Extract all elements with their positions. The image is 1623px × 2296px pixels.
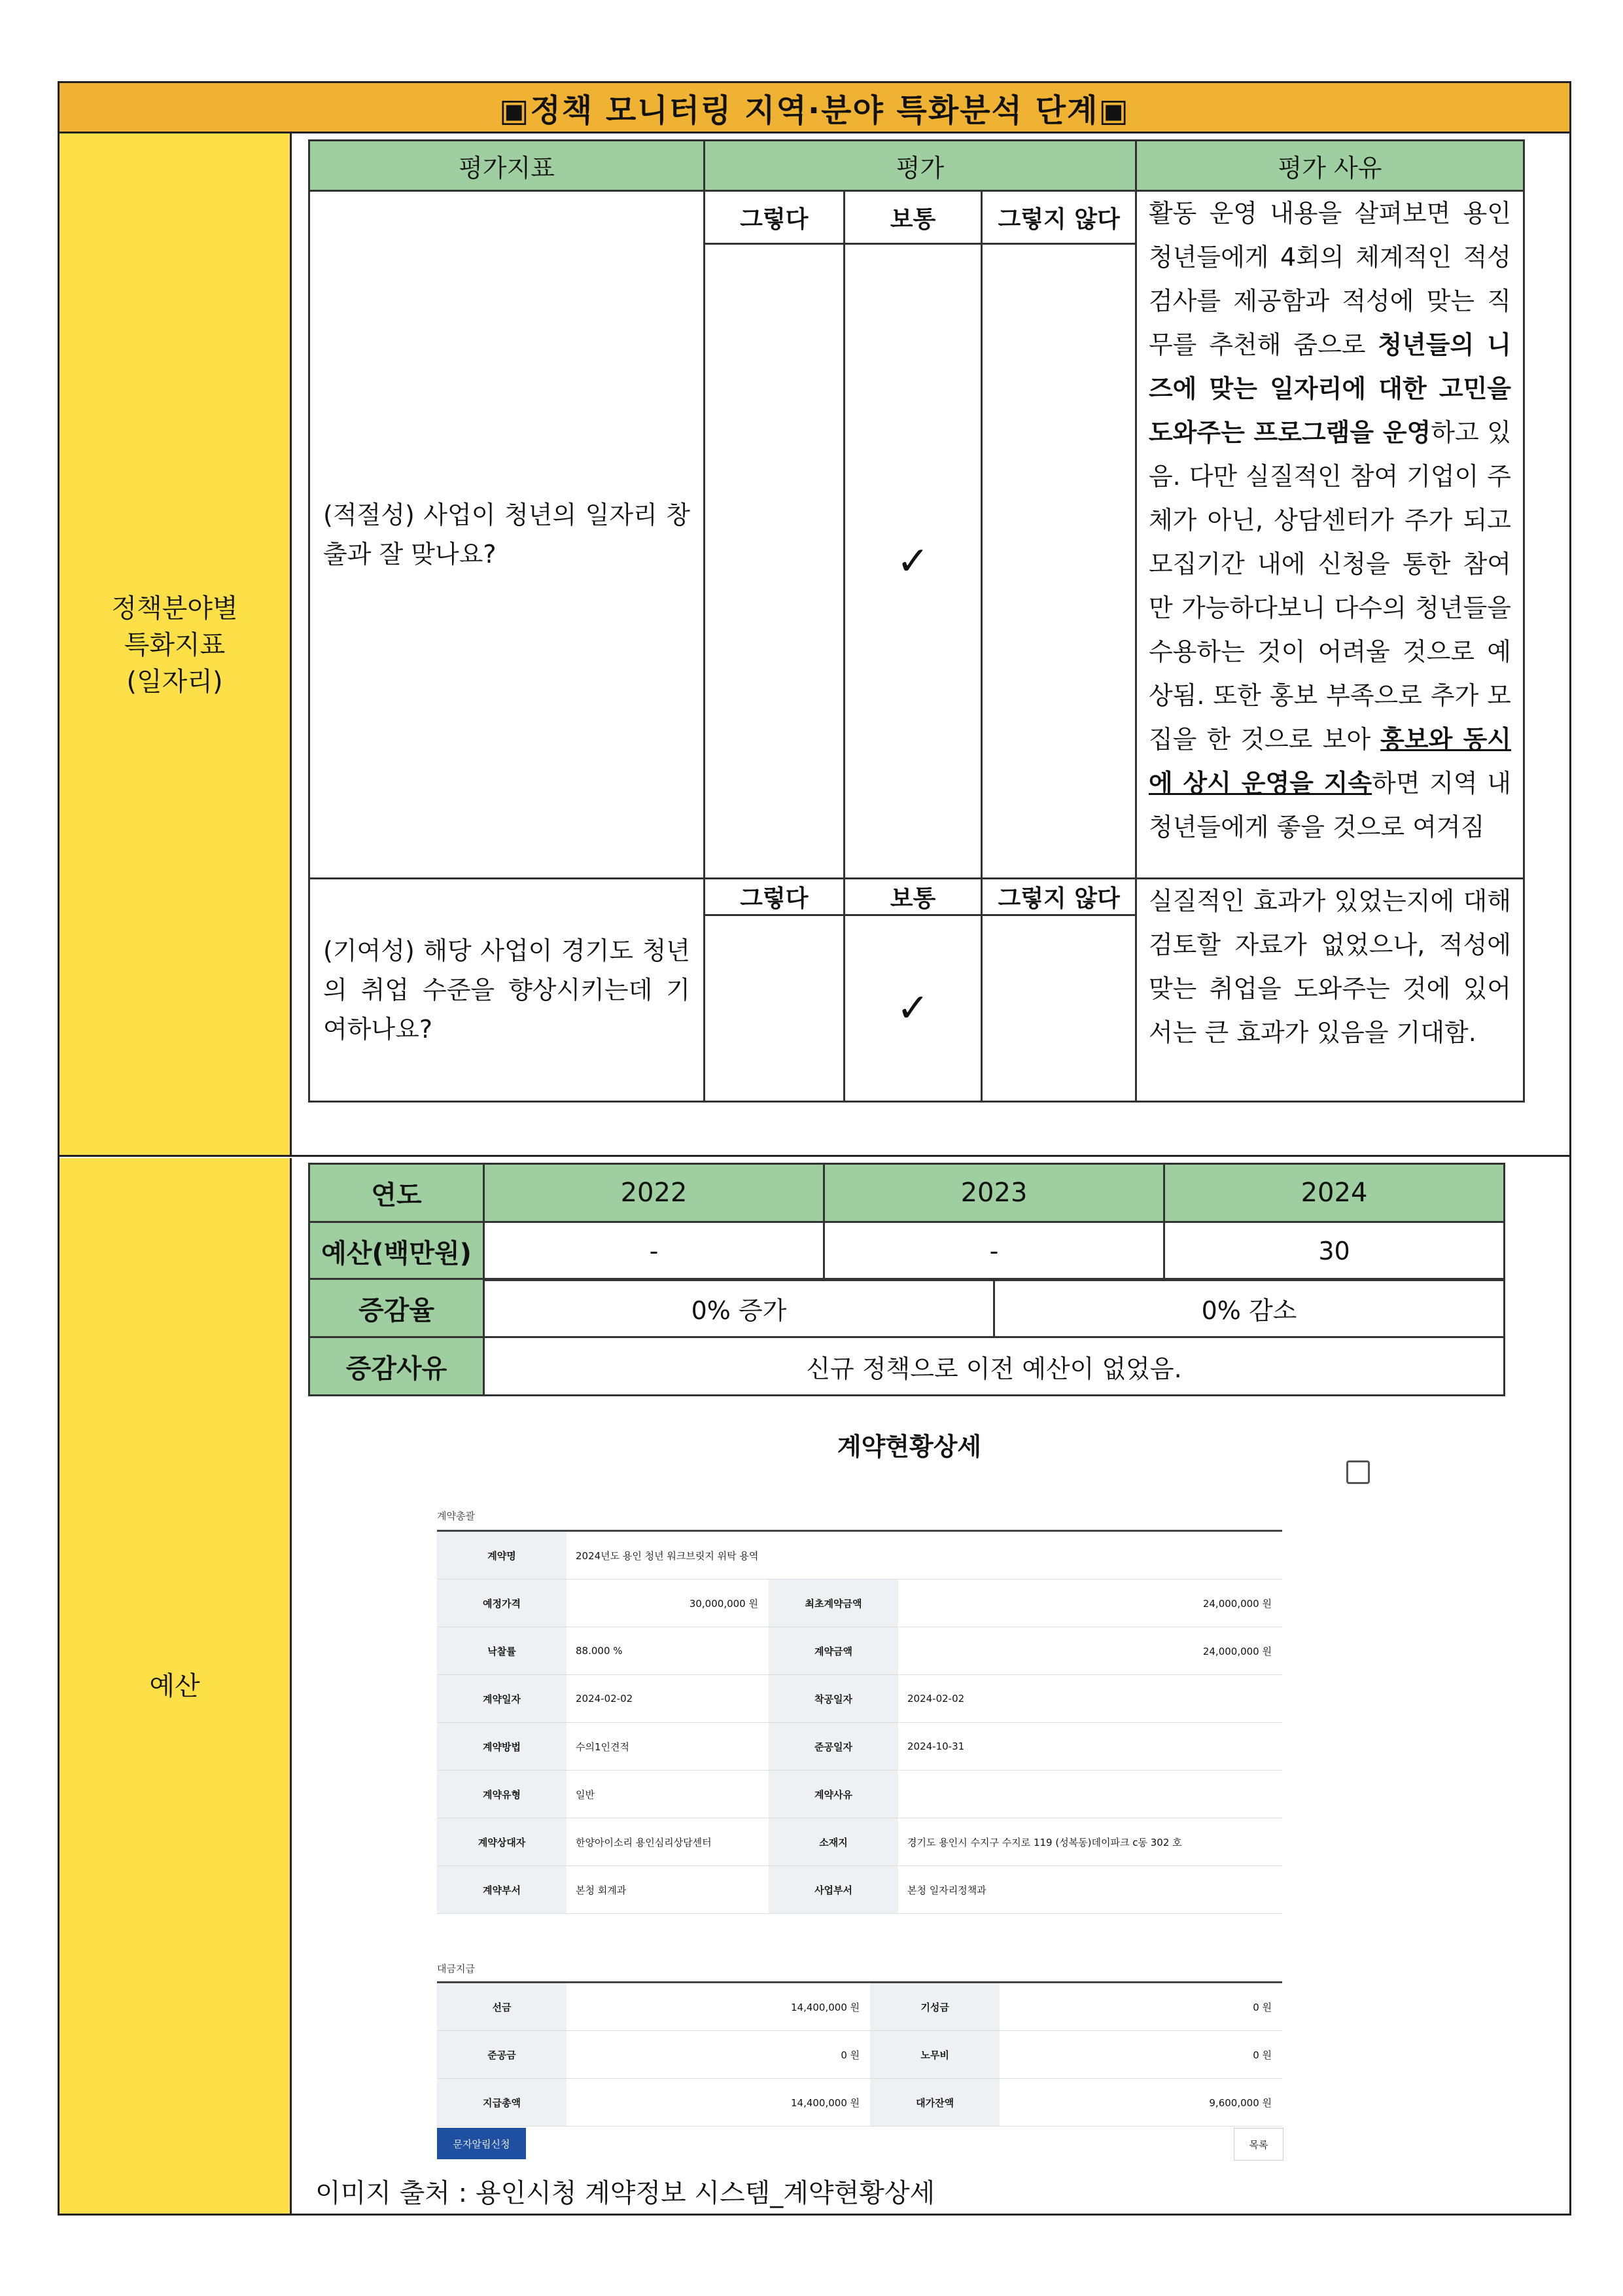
- budget-2024: 30: [1164, 1222, 1504, 1280]
- contract-field-value: 경기도 용인시 수지구 수지로 119 (성복동)데이파크 c동 302 호: [898, 1818, 1282, 1866]
- reason-label: 증감사유: [309, 1337, 484, 1396]
- contract-field-label: 계약유형: [437, 1771, 567, 1818]
- contract-overview-heading: 계약총괄: [437, 1510, 475, 1522]
- budget-table: [308, 1163, 1505, 1281]
- contract-field-value: 30,000,000 원: [567, 1580, 769, 1627]
- header-indicator: 평가지표: [309, 141, 705, 191]
- contract-field-label: 예정가격: [437, 1580, 567, 1627]
- contract-row: [437, 1580, 1282, 1627]
- question-1: (적절성) 사업이 청년의 일자리 창출과 잘 맞나요?: [309, 191, 705, 879]
- contract-field-label: 지급총액: [437, 2079, 567, 2127]
- reason-text-segment: 하면 지역 내 청년들에게 좋을 것으로 여겨짐: [1148, 769, 1512, 841]
- check-cell-yes: [705, 915, 845, 1102]
- contract-field-value: 14,400,000 원: [567, 1983, 870, 2031]
- section-label-indicator: [60, 133, 292, 1156]
- contract-field-label: 대가잔액: [870, 2079, 1000, 2127]
- contract-field-label: 낙찰률: [437, 1627, 567, 1675]
- budget-rate-table: [308, 1278, 1505, 1396]
- print-icon[interactable]: [1346, 1460, 1370, 1484]
- budget-2022: -: [484, 1222, 824, 1280]
- contract-detail-panel: [432, 1426, 1387, 2159]
- reason-2: [1136, 879, 1524, 1102]
- contract-row: [437, 1627, 1282, 1675]
- rate-increase: 0% 증가: [484, 1279, 994, 1337]
- page-title: ▣정책 모니터링 지역·분야 특화분석 단계▣: [60, 83, 1569, 133]
- reason-1: [1136, 191, 1524, 879]
- contract-field-label: 최초계약금액: [769, 1580, 898, 1627]
- contract-field-value: 0 원: [1000, 2031, 1282, 2079]
- header-evaluation: 평가: [705, 141, 1136, 191]
- contract-field-label: 계약사유: [769, 1771, 898, 1818]
- contract-field-value: [898, 1771, 1282, 1818]
- contract-field-label: 사업부서: [769, 1866, 898, 1914]
- contract-field-label: 준공금: [437, 2031, 567, 2079]
- payment-table: [437, 1981, 1282, 2127]
- contract-field-value: 0 원: [567, 2031, 870, 2079]
- contract-field-label: 계약명: [437, 1531, 567, 1580]
- question-2: (기여성) 해당 사업이 경기도 청년의 취업 수준을 향상시키는데 기여하나요?: [309, 879, 705, 1102]
- contract-field-value: 본청 회계과: [567, 1866, 769, 1914]
- contract-overview-table: [437, 1530, 1282, 1914]
- contract-field-label: 착공일자: [769, 1675, 898, 1723]
- scale-no: 그렇지 않다: [982, 191, 1136, 244]
- contract-field-value: 일반: [567, 1771, 769, 1818]
- contract-field-label: 계약일자: [437, 1675, 567, 1723]
- reason-text-segment: 하고 있음. 다만 실질적인 참여 기업이 주체가 아닌, 상담센터가 주가 되고 모집기간 내에 신청을 통한 참여만 가능하다보니 다수의 청년들을 수용하는 것이 어려울 것으로 예상됨. 또한 홍보 부족으로 추가 모집을 한 것으로 보아: [1148, 418, 1511, 754]
- contract-row: [437, 1531, 1282, 1580]
- contract-field-value: 수의1인견적: [567, 1723, 769, 1771]
- contract-row: [437, 1771, 1282, 1818]
- scale-yes: 그렇다: [705, 191, 845, 244]
- scale-yes: 그렇다: [705, 879, 845, 915]
- evaluation-table: [308, 139, 1525, 1103]
- year-2024: 2024: [1164, 1164, 1504, 1222]
- contract-field-label: 계약부서: [437, 1866, 567, 1914]
- reason-text-segment: 활동 운영 내용을 살펴보면 용인청년들에게 4회의 체계적인 적성검사를 제공함과 적성에 맞는 직무를 추천해 줌으로: [1148, 199, 1511, 359]
- contract-field-label: 기성금: [870, 1983, 1000, 2031]
- check-cell-neutral: [844, 244, 982, 879]
- contract-field-label: 계약금액: [769, 1627, 898, 1675]
- list-button[interactable]: 목록: [1234, 2128, 1283, 2161]
- reason-text-segment: 실질적인 효과가 있었는지에 대해 검토할 자료가 없었으나, 적성에 맞는 취업을 도와주는 것에 있어서는 큰 효과가 있음을 기대함.: [1148, 887, 1511, 1047]
- contract-row: [437, 1983, 1282, 2031]
- check-cell-no: [982, 244, 1136, 879]
- header-reason: 평가 사유: [1136, 141, 1524, 191]
- contract-field-value: 88.000 %: [567, 1627, 769, 1675]
- contract-field-label: 소재지: [769, 1818, 898, 1866]
- contract-field-value: 2024-02-02: [567, 1675, 769, 1723]
- reason-text-segment: 홍보와 동시에 상시 운영을 지속: [1148, 725, 1511, 798]
- contract-row: [437, 2031, 1282, 2079]
- contract-field-value: 24,000,000 원: [898, 1627, 1282, 1675]
- image-source-caption: 이미지 출처 : 용인시청 계약정보 시스템_계약현황상세: [315, 2178, 935, 2208]
- year-label: 연도: [309, 1164, 484, 1222]
- budget-2023: -: [824, 1222, 1164, 1280]
- contract-row: [437, 1866, 1282, 1914]
- contract-field-label: 준공일자: [769, 1723, 898, 1771]
- contract-row: [437, 1723, 1282, 1771]
- rate-decrease: 0% 감소: [994, 1279, 1505, 1337]
- contract-field-value: 24,000,000 원: [898, 1580, 1282, 1627]
- contract-field-value: 한양아이소리 용인심리상담센터: [567, 1818, 769, 1866]
- row-divider: [60, 1155, 1569, 1157]
- section-label-line: 정책분야별: [111, 593, 238, 624]
- contract-field-value: 14,400,000 원: [567, 2079, 870, 2127]
- contract-row: [437, 1818, 1282, 1866]
- contract-field-label: 계약상대자: [437, 1818, 567, 1866]
- contract-field-value: 2024년도 용인 청년 워크브릿지 위탁 용역: [567, 1531, 1282, 1580]
- year-2023: 2023: [824, 1164, 1164, 1222]
- contract-field-value: 2024-10-31: [898, 1723, 1282, 1771]
- contract-field-value: 9,600,000 원: [1000, 2079, 1282, 2127]
- contract-field-value: 본청 일자리정책과: [898, 1866, 1282, 1914]
- contract-row: [437, 1675, 1282, 1723]
- contract-row: [437, 2079, 1282, 2127]
- scale-neutral: 보통: [844, 879, 982, 915]
- budget-reason: 신규 정책으로 이전 예산이 없었음.: [484, 1337, 1505, 1396]
- check-cell-no: [982, 915, 1136, 1102]
- year-2022: 2022: [484, 1164, 824, 1222]
- contract-field-label: 계약방법: [437, 1723, 567, 1771]
- scale-no: 그렇지 않다: [982, 879, 1136, 915]
- contract-field-value: 2024-02-02: [898, 1675, 1282, 1723]
- contract-field-label: 선금: [437, 1983, 567, 2031]
- section-label-line: 특화지표: [124, 629, 226, 660]
- check-cell-yes: [705, 244, 845, 879]
- budget-label: 예산(백만원): [309, 1222, 484, 1280]
- contract-field-label: 노무비: [870, 2031, 1000, 2079]
- reason-text-segment: 청년들의 니즈에 맞는 일자리에 대한 고민을 도와주는 프로그램을 운영: [1148, 330, 1511, 447]
- check-mark-icon: ✓: [896, 538, 930, 584]
- sms-alert-button[interactable]: 문자알림신청: [437, 2128, 526, 2159]
- contract-title: 계약현황상세: [837, 1432, 982, 1461]
- rate-label: 증감율: [309, 1279, 484, 1337]
- contract-field-value: 0 원: [1000, 1983, 1282, 2031]
- check-cell-neutral: [844, 915, 982, 1102]
- scale-neutral: 보통: [844, 191, 982, 244]
- section-label-line: (일자리): [126, 666, 223, 697]
- payment-heading: 대금지급: [437, 1963, 475, 1975]
- check-mark-icon: ✓: [896, 985, 930, 1031]
- section-label-budget: 예산: [60, 1158, 292, 2214]
